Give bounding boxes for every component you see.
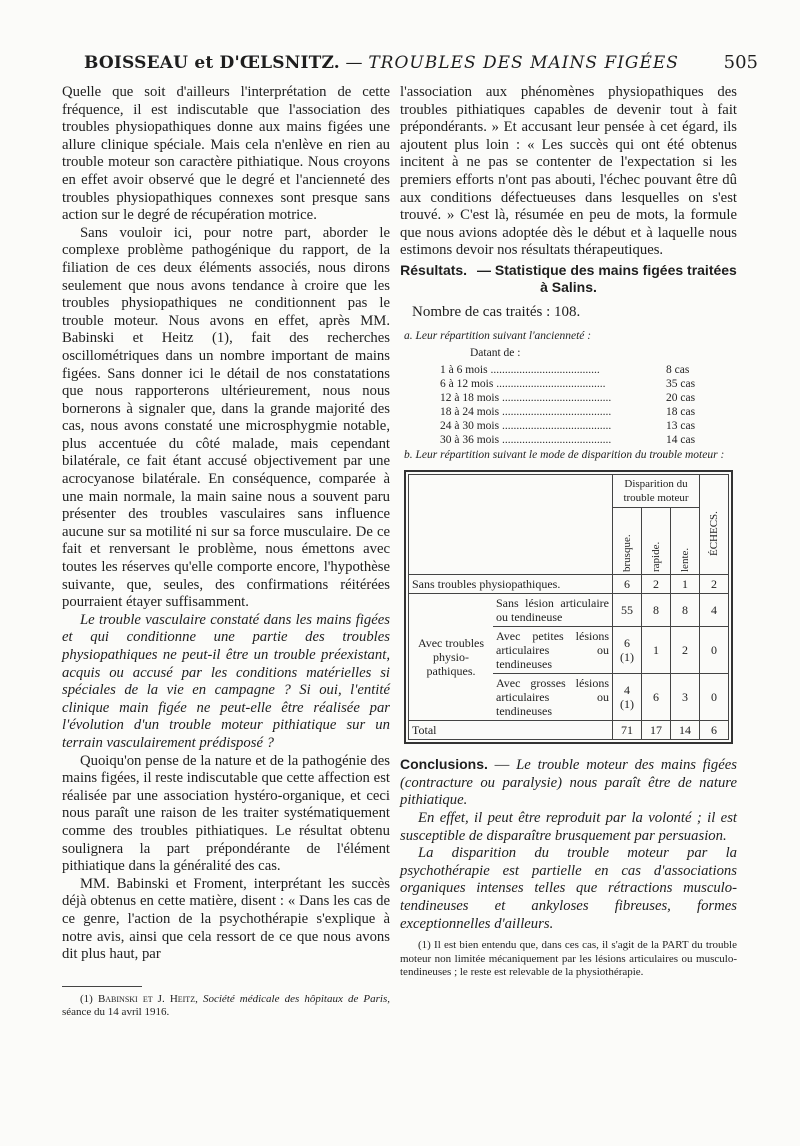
- cases-count: [412, 304, 737, 322]
- footnote-authors: Babinski et J. Heitz,: [97, 992, 198, 1005]
- conclusions-label: Conclusions.: [400, 756, 488, 773]
- distribution-range: 12 à 18 mois .....: [440, 391, 658, 405]
- distribution-count: 20 cas: [666, 391, 696, 404]
- footnote-marker: (1): [80, 992, 98, 1005]
- table-corner: [409, 475, 613, 575]
- cell-echecs: 6: [700, 721, 729, 740]
- conclusions-section: [400, 756, 737, 933]
- col-header-lente: [671, 508, 700, 575]
- cell-echecs: 2: [700, 575, 729, 594]
- left-column: [62, 84, 390, 1020]
- table-row: [409, 575, 729, 594]
- cell-brusque: 55: [613, 594, 642, 627]
- table-header-row: [409, 475, 729, 508]
- page-number: 505: [723, 52, 758, 73]
- distribution-range: 6 à 12 mois .....: [440, 377, 658, 391]
- table-row: [409, 594, 729, 627]
- results-heading: [400, 262, 737, 296]
- distribution-count: 13 cas: [666, 419, 696, 432]
- cell-echecs: 4: [700, 594, 729, 627]
- cell-brusque: 71: [613, 721, 642, 740]
- distribution-range: 1 à 6 mois .....: [440, 363, 658, 377]
- cell-rapide: 17: [642, 721, 671, 740]
- conclusion-text: La disparition du trouble moteur par la psychothérapie est partielle en cas d'associations organiques intenses telles que rétractions musculo-tendineuses et ankyloses fibreuses, formes exceptionnelles d'ailleurs.: [400, 845, 737, 932]
- row-label: Avec grosses lésions articulaires ou tendineuses: [493, 674, 613, 721]
- cell-brusque: 6 (1): [613, 627, 642, 674]
- cell-rapide: 2: [642, 575, 671, 594]
- cell-rapide: 1: [642, 627, 671, 674]
- distribution-count: 14 cas: [666, 433, 696, 446]
- table-total-row: [409, 721, 729, 740]
- distribution-range: 30 à 36 mois .....: [440, 433, 658, 447]
- distribution-row: [440, 363, 712, 377]
- distribution-row: [440, 419, 712, 433]
- footnote: (1) Il est bien entendu que, dans ces cas, il s'agit de la PART du trouble moteur non limitée mécaniquement par les lésions articulaires ou musculo-tendineuses ; le reste est relevable de la physiothérapie.: [400, 939, 737, 979]
- paragraph: l'association aux phénomènes physiopathiques des troubles pithiatiques capables de devenir tout à fait prépondérants. » Et accusant leur pensée à cet égard, ils ajoutent plus loin : « Les succès qui ont été obtenus incitent à ne pas se contenter de l'expectation si les premiers efforts n'ont pas abouti, l'échec pouvant être dû aux conditions défectueuses dans lesquelles on s'est trouvé. » C'est là, résumée en peu de mots, la formule que nous avions adoptée dès le début et à laquelle nous estimons devoir nos résultats thérapeutiques.: [400, 84, 737, 259]
- section-a-heading: a. Leur répartition suivant l'ancienneté :: [404, 329, 592, 342]
- header-subject: TROUBLES DES MAINS FIGÉES: [368, 53, 679, 73]
- footnote-date: séance du 14 avril 1916.: [62, 1006, 170, 1019]
- distribution-row: [440, 433, 712, 447]
- col-header-brusque: [613, 508, 642, 575]
- cell-lente: 14: [671, 721, 700, 740]
- distribution-row: [440, 377, 712, 391]
- distribution-count: 35 cas: [666, 377, 696, 390]
- col-header-echecs-text: ÉCHECS.: [708, 510, 720, 556]
- distribution-range: 18 à 24 mois .....: [440, 405, 658, 419]
- cell-lente: 2: [671, 627, 700, 674]
- row-label-total: Total: [409, 721, 613, 740]
- distribution-count: 8 cas: [666, 363, 690, 376]
- header-dash: —: [339, 53, 369, 73]
- cell-rapide: 6: [642, 674, 671, 721]
- results-dash: —: [476, 261, 491, 278]
- conclusion-text: En effet, il peut être reproduit par la volonté ; il est susceptible de disparaître brusquement par persuasion.: [400, 810, 737, 844]
- col-header-rapide: [642, 508, 671, 575]
- row-label: Sans lésion articulaire ou tendineuse: [493, 594, 613, 627]
- paragraph: Quoiqu'on pense de la nature et de la pathogénie des mains figées, il reste indiscutable que cette affection est réalisée par une association hystéro-organique, et ceci nous paraît une raison de les traiter systématiquement comme des troubles pithiatiques. Le résultat obtenu soulignera la part prépondérante de l'élément pithiatique dans la généralité des cas.: [62, 752, 390, 875]
- conclusion-text: Le trouble moteur des mains figées (contracture ou paralysie) nous paraît être de nature pithiatique.: [400, 757, 738, 809]
- paragraph-italic: Le trouble vasculaire constaté dans les mains figées et qui conditionne une partie des troubles physiopathiques ne peut-il être un trouble préexistant, acquis ou accusé par les conditions matérielles si spéciales de la vie en campagne ? Si oui, l'entité clinique main figée ne peut-elle être réalisée par l'évolution d'un trouble moteur pithiatique sur un terrain vasculairement prédisposé ?: [62, 611, 390, 751]
- distribution-row: [440, 391, 712, 405]
- datant-label: Datant de :: [470, 347, 521, 360]
- running-header: [84, 52, 758, 78]
- distribution-count: 18 cas: [666, 405, 696, 418]
- cases-label: Nombre de cas traités :: [412, 303, 551, 320]
- conclusions-dash: —: [494, 757, 510, 774]
- col-header-brusque-text: brusque.: [621, 534, 633, 573]
- footnote: [62, 993, 390, 1020]
- distribution-row: [440, 405, 712, 419]
- cases-value: 108.: [554, 303, 581, 320]
- footnote-source: Société médicale des hôpitaux de Paris,: [197, 992, 391, 1005]
- cell-echecs: 0: [700, 674, 729, 721]
- paragraph: Quelle que soit d'ailleurs l'interprétation de cette fréquence, il est indiscutable que l'association des troubles physiopathiques donne aux mains figées une allure clinique spéciale. Mais cela n'enlève en rien au trouble moteur son caractère pithiatique. Nous croyons en effet avoir observé que le degré et l'ancienneté des troubles physiopathiques connexes sont presque sans action sur le degré de récupération motrice.: [62, 84, 390, 224]
- statistics-table: [408, 474, 729, 740]
- col-header-lente-text: lente.: [679, 548, 691, 573]
- results-title: Statistique des mains figées traitées à Salins.: [494, 261, 737, 295]
- distribution-range: 24 à 30 mois .....: [440, 419, 658, 433]
- section-b-heading: b. Leur répartition suivant le mode de disparition du trouble moteur :: [404, 448, 725, 461]
- header-authors: BOISSEAU et D'ŒLSNITZ.: [84, 53, 340, 73]
- conclusions-paragraph: [400, 756, 737, 810]
- row-label: Sans troubles physiopathiques.: [409, 575, 613, 594]
- col-header-echecs: [700, 475, 729, 575]
- group-label-avec: Avec troubles physio-pathiques.: [409, 594, 494, 721]
- group-header: Disparition du trouble moteur: [613, 475, 700, 508]
- cell-brusque: 6: [613, 575, 642, 594]
- distribution-list: [440, 363, 712, 447]
- cell-lente: 8: [671, 594, 700, 627]
- header-title: [84, 53, 679, 73]
- paragraph: Sans vouloir ici, pour notre part, aborder le complexe problème pathogénique du rapport, de la filiation de ces deux éléments associés, nous dirons seulement que nous avons tendance à croire que les troubles physiopathiques ne conditionnent pas le trouble moteur. Nous avons en effet, après MM. Babinski et Heitz (1), fait des recherches oscillométriques dans un nombre important de mains figées. Sans donner ici le détail de nos constatations que nous rapporterons ultérieurement, nous nous bornerons à signaler que, dans la grande majorité des cas, nous avons constaté une microsphygmie notable, plus accentuée du côté malade, mais cependant bilatérale, ce fait étant accusé objectivement par une acrocyanose bilatérale. En conséquence, comparée à une main normale, la main saine nous a souvent paru présenter des troubles vasculaires sans influence aucune sur sa motilité ni sur sa force musculaire. De ce fait et renversant le problème, nous émettons avec toutes les réserves qu'elle comporte encore, l'hypothèse suivante, que, seules, des confirmations réitérées pourraient étayer suffisamment.: [62, 224, 390, 611]
- cell-lente: 3: [671, 674, 700, 721]
- paragraph: MM. Babinski et Froment, interprétant les succès déjà obtenus en cette matière, disent : « Dans les cas de ce genre, l'action de la psychothérapie s'explique à notre avis, ainsi que cela ressort de ce que nous avons dit plus haut, par: [62, 875, 390, 963]
- cell-lente: 1: [671, 575, 700, 594]
- footnote-divider: [62, 986, 142, 987]
- cell-brusque: 4 (1): [613, 674, 642, 721]
- statistics-table-frame: [404, 470, 733, 744]
- right-column: [400, 84, 737, 980]
- row-label: Avec petites lésions articulaires ou tendineuses: [493, 627, 613, 674]
- results-label: Résultats.: [400, 261, 468, 278]
- cell-echecs: 0: [700, 627, 729, 674]
- col-header-rapide-text: rapide.: [650, 541, 662, 573]
- cell-rapide: 8: [642, 594, 671, 627]
